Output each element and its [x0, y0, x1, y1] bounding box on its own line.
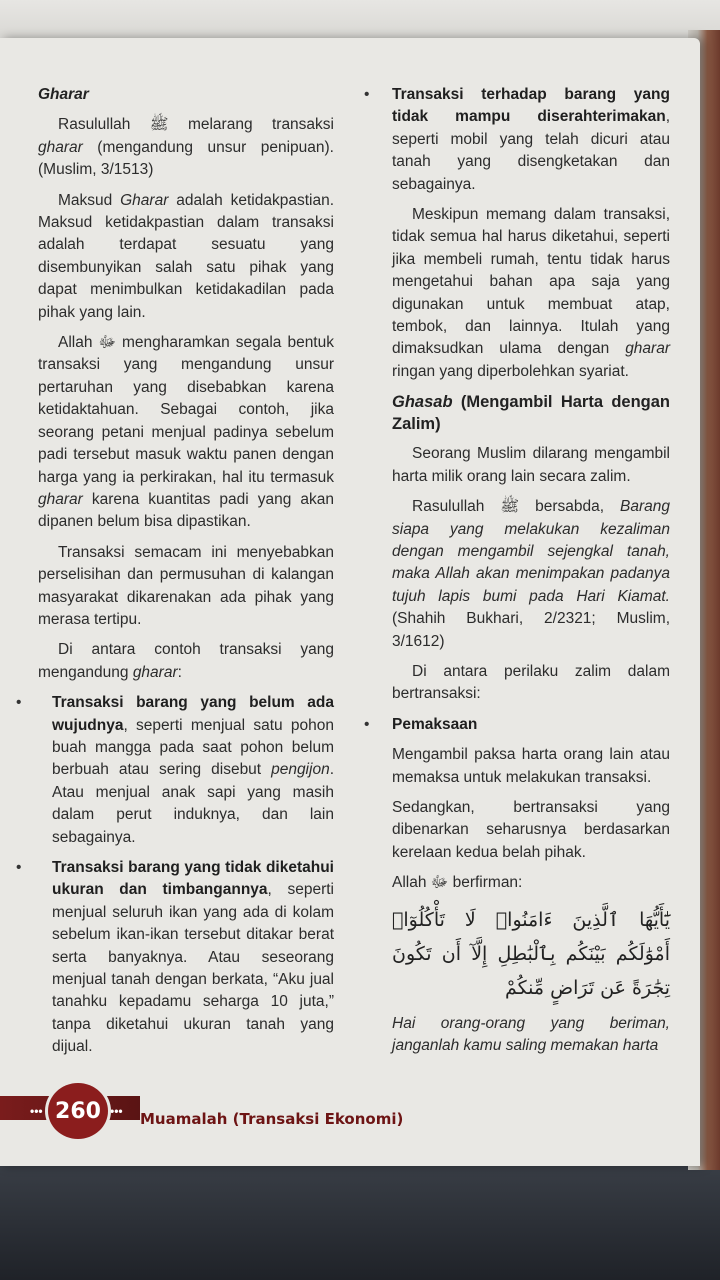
left-column — [38, 84, 334, 1067]
book-page — [0, 38, 700, 1166]
arabic-verse: يَٰٓأَيُّهَا ٱلَّذِينَ ءَامَنُوا۟ لَا تَأْكُلُوٓا۟ أَمْوَٰلَكُم بَيْنَكُم بِٱلْبَٰطِلِ إِلَّآ أَن تَكُونَ تِجَٰرَةً عَن تَرَاضٍ مِّنكُمْ — [392, 908, 670, 999]
paragraph-9: Di antara perilaku zalim dalam bertransaksi: — [392, 662, 670, 703]
paragraph-6: Meskipun memang dalam transaksi, tidak semua hal harus diketahui, seperti jika membeli rumah, tentu tidak harus mengetahui bahan apa saja yang digunakan untuk membuat atap, tembok, dan lainnya. Itulah yang dimaksudkan ulama dengan gharar ringan yang diperbolehkan syariat. — [392, 206, 670, 380]
paragraph-4: Transaksi semacam ini menyebabkan perselisihan dan permusuhan di kalangan masyarakat dikarenakan ada pihak yang merasa tertipu. — [38, 543, 334, 628]
page-number: 260 — [48, 1083, 108, 1139]
list-item: • Pemaksaan — [392, 714, 670, 736]
verse-translation: Hai orang-orang yang beriman, janganlah kamu saling memakan harta — [392, 1014, 670, 1054]
paragraph-7: Seorang Muslim dilarang mengambil harta milik orang lain secara zalim. — [392, 445, 670, 485]
paragraph-pemaksaan: Mengambil paksa harta orang lain atau memaksa untuk melakukan transaksi. — [392, 746, 670, 786]
heading-gharar: Gharar — [38, 86, 89, 103]
paragraph-8: Rasulullah ﷺ bersabda, Barang siapa yang melakukan kezaliman dengan mengambil sejengkal tanah, maka Allah akan menimpakan padanya tujuh lapis bumi pada Hari Kiamat. (Shahih Bukhari, 2/2321; Muslim, 3/1612) — [392, 498, 671, 650]
paragraph-11: Allah ﷻ berfirman: — [392, 874, 523, 892]
heading-ghasab: Ghasab (Mengambil Harta dengan Zalim) — [392, 393, 670, 434]
paragraph-5: Di antara contoh transaksi yang mengandung gharar: — [38, 641, 334, 681]
paragraph-10: Sedangkan, bertransaksi yang dibenarkan seharusnya berdasarkan kerelaan kedua belah pihak. — [392, 798, 670, 861]
table-surface — [0, 1160, 720, 1280]
right-column — [392, 84, 670, 1065]
list-item: • Transaksi barang yang belum ada wujudnya, seperti menjual satu pohon buah mangga pada saat pohon belum berbuah atau sering disebut pengijon. Atau menjual anak sapi yang masih dalam perut induknya, dan lain sebagainya. — [38, 692, 334, 849]
paragraph-2: Maksud Gharar adalah ketidakpastian. Maksud ketidakpastian dalam transaksi adalah terdapat sesuatu yang disembunyikan salah satu pihak yang dapat menimbulkan ketidakadilan pada pihak yang lain. — [38, 191, 334, 321]
list-item: • Transaksi barang yang tidak diketahui ukuran dan timbangannya, seperti menjual seluruh ikan yang ada di kolam sebelum ikan-ikan tersebut ditakar berat serta banyaknya. Atau seseorang menjual tanah dengan berkata, “Aku jual tanahku kepadamu seharga 10 juta,” tanpa diketahui ukuran tanah yang dijual. — [38, 857, 334, 1059]
list-item: • Transaksi terhadap barang yang tidak mampu diserahterimakan, seperti mobil yang telah dicuri atau tanah yang disengketakan dan sebagainya. — [392, 84, 670, 196]
dots-decoration: ••• — [110, 1104, 123, 1118]
paragraph-3: Allah ﷻ mengharamkan segala bentuk transaksi yang mengandung unsur pertaruhan yang disebabkan karena ketidaktahuan. Sebagai contoh, jika seorang petani menjual padinya sebelum padi tersebut masuk waktu panen dengan harga yang ia perkirakan, hal itu termasuk gharar karena kuantitas padi yang akan dipanen belum bisa dipastikan. — [38, 334, 334, 531]
dots-decoration: ••• — [30, 1104, 43, 1118]
book-title: Muamalah (Transaksi Ekonomi) — [140, 1110, 404, 1128]
paragraph-1: Rasulullah ﷺ melarang transaksi gharar (mengandung unsur penipuan). (Muslim, 3/1513) — [38, 116, 334, 179]
